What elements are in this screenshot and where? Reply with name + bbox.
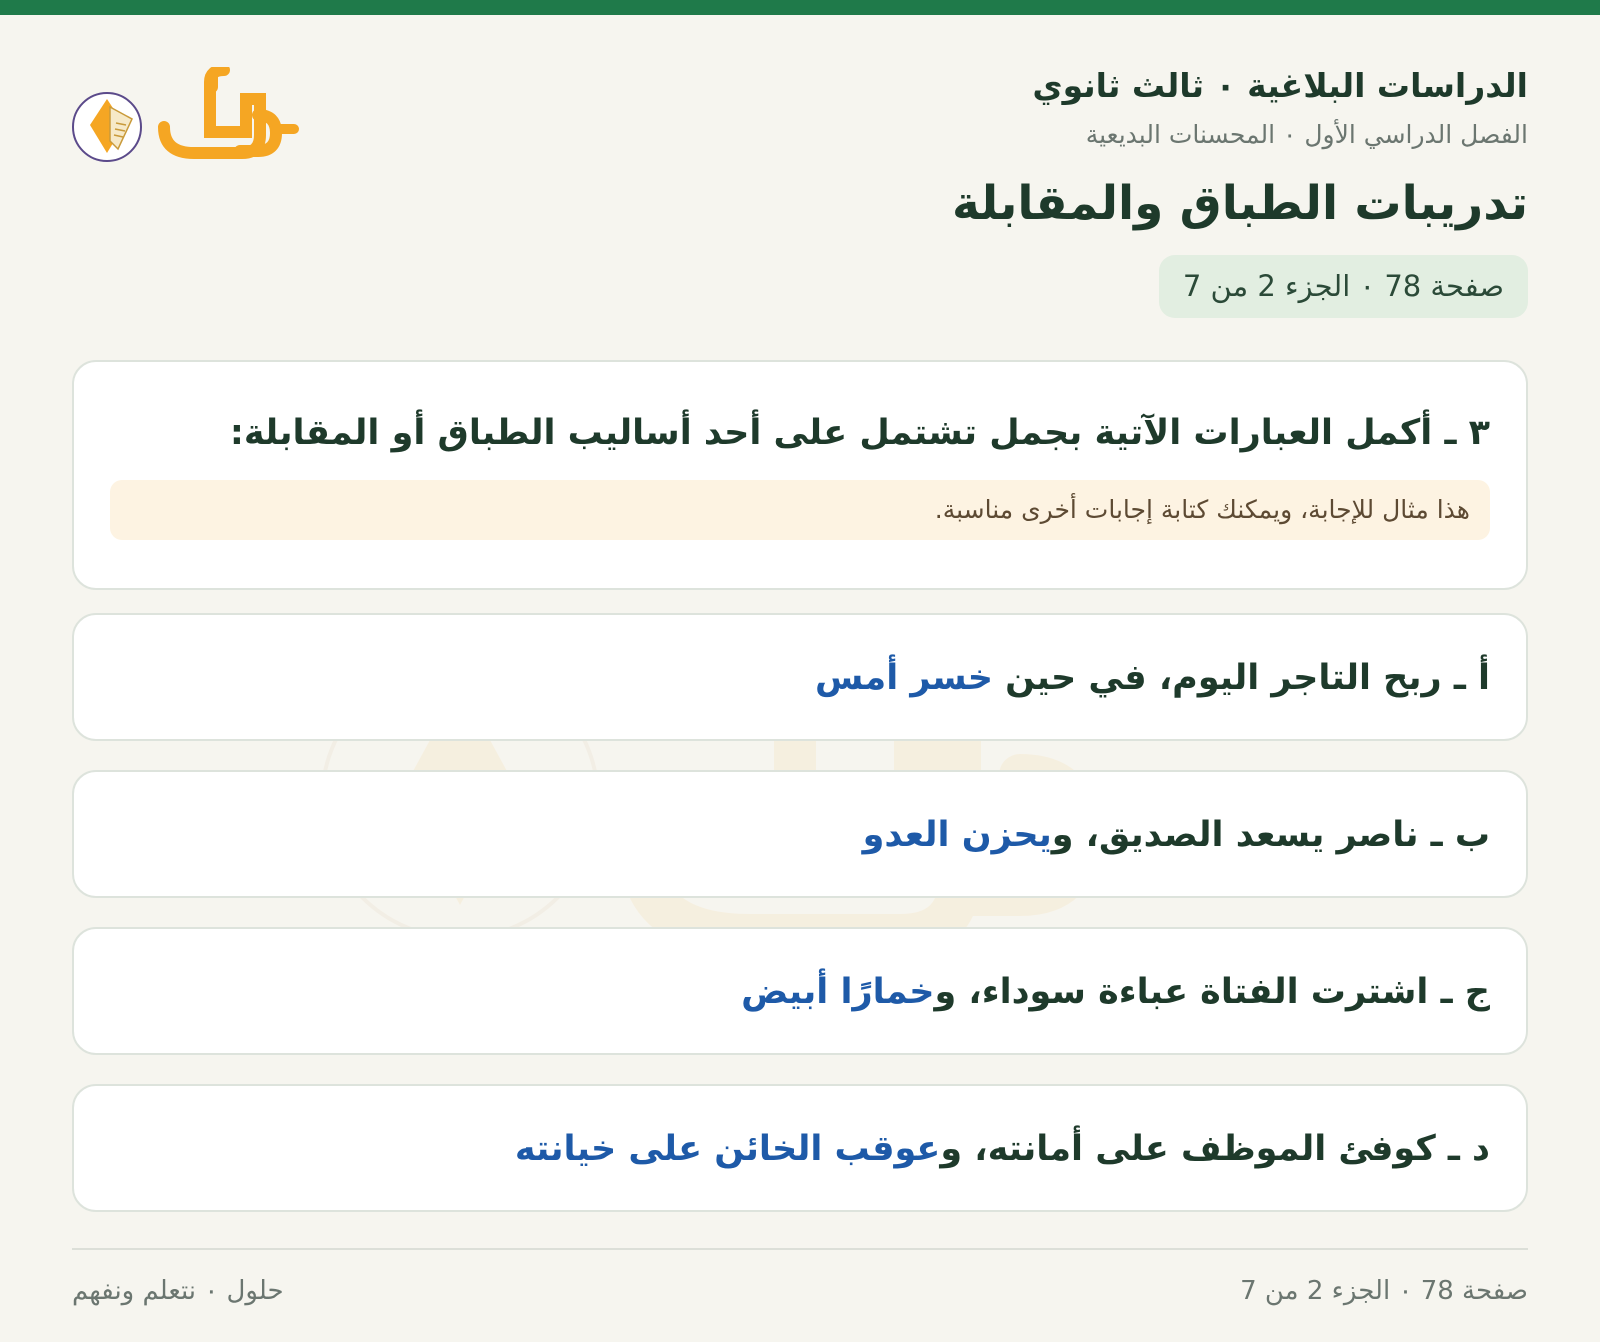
sentence-answer: خمارًا أبيض [741, 972, 935, 1012]
answer-line [815, 653, 1490, 703]
sentence-start: ب ـ ناصر يسعد الصديق، و [1051, 815, 1490, 855]
answer-card-d [72, 1084, 1528, 1212]
sentence-start: أ ـ ربح التاجر اليوم، في حين [993, 658, 1490, 698]
answer-line [515, 1124, 1490, 1174]
brand-logo[interactable] [72, 67, 302, 167]
answer-note: هذا مثال للإجابة، ويمكنك كتابة إجابات أخرى مناسبة. [110, 480, 1490, 540]
footer-divider [72, 1248, 1528, 1250]
answer-card-c [72, 927, 1528, 1055]
question-card [72, 360, 1528, 590]
sentence-answer: خسر أمس [815, 658, 993, 698]
lesson-title: تدريبات الطباق والمقابلة [952, 176, 1528, 231]
book-icon [72, 67, 302, 167]
sentence-start: ج ـ اشترت الفتاة عباءة سوداء، و [934, 972, 1490, 1012]
footer-page-info: صفحة 78 ٠ الجزء 2 من 7 [1240, 1276, 1528, 1306]
answer-card-a [72, 613, 1528, 741]
footer-brand-tagline: حلول ٠ نتعلم ونفهم [72, 1276, 284, 1306]
question-title: ٣ ـ أكمل العبارات الآتية بجمل تشتمل على أحد أساليب الطباق أو المقابلة: [229, 413, 1490, 453]
answer-line [741, 967, 1490, 1017]
answer-card-b [72, 770, 1528, 898]
sentence-answer: يحزن العدو [862, 815, 1052, 855]
page-header [952, 63, 1528, 318]
sentence-start: د ـ كوفئ الموظف على أمانته، و [940, 1129, 1490, 1169]
page [0, 15, 1600, 1342]
subject-title: الدراسات البلاغية ٠ ثالث ثانوي [1032, 66, 1528, 105]
unit-subtitle: الفصل الدراسي الأول ٠ المحسنات البديعية [1085, 120, 1528, 149]
sentence-answer: عوقب الخائن على خيانته [514, 1129, 941, 1169]
page-info-badge: صفحة 78 ٠ الجزء 2 من 7 [1159, 255, 1528, 318]
top-accent-bar [0, 0, 1600, 15]
answer-line [863, 810, 1490, 860]
